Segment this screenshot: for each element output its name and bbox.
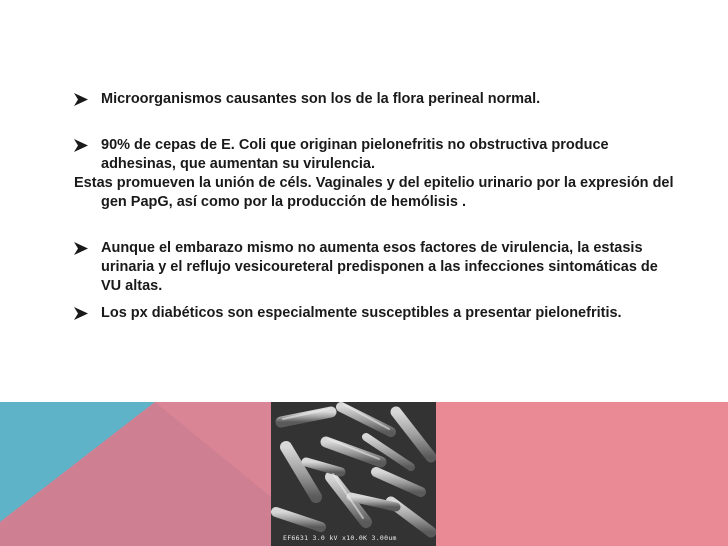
bullet-text: Aunque el embarazo mismo no aumenta esos factores de virulencia, la estasis urinaria y el reflujo vesicoureteral predisponen a las infecciones sintomáticas de VU altas. <box>101 240 658 294</box>
arrow-bullet-icon <box>74 93 88 106</box>
bullet-item <box>74 304 674 323</box>
arrow-bullet-icon <box>74 242 88 255</box>
bullet-text: Los px diabéticos son especialmente susceptibles a presentar pielonefritis. <box>101 305 622 321</box>
bullet-item <box>74 136 674 174</box>
bacteria-micrograph-image <box>271 402 436 546</box>
bullet-text: Microorganismos causantes son los de la flora perineal normal. <box>101 91 541 107</box>
micrograph-caption: EF6631 3.0 kV x10.0K 3.00um <box>283 534 397 542</box>
bullet-text: 90% de cepas de E. Coli que originan pielonefritis no obstructiva produce adhesinas, que aumentan su virulencia. <box>101 137 609 172</box>
micrograph-graphic <box>271 402 436 546</box>
paragraph-text: Estas promueven la unión de céls. Vaginales y del epitelio urinario por la expresión del gen PapG, así como por la producción de hemólisis . <box>74 175 674 210</box>
bullet-item <box>74 90 674 109</box>
arrow-bullet-icon <box>74 139 88 152</box>
arrow-bullet-icon <box>74 307 88 320</box>
slide-content <box>74 90 674 323</box>
bullet-item <box>74 239 674 296</box>
